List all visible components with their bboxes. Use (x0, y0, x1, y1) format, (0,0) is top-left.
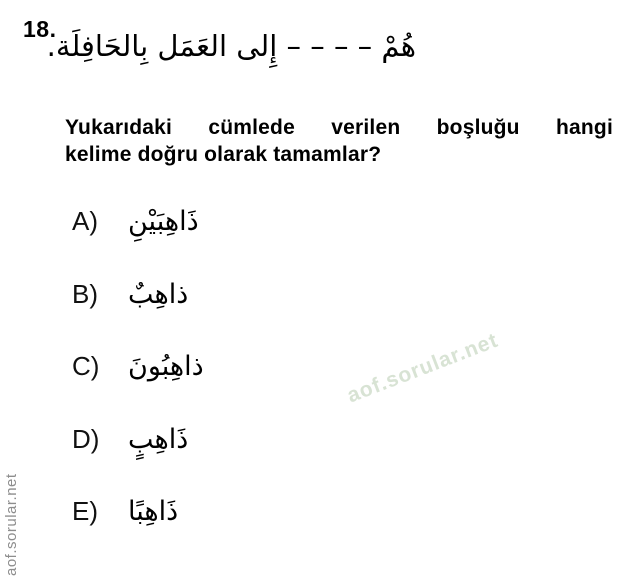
option-d (72, 418, 188, 462)
option-c (72, 345, 204, 389)
option-a-arabic-word: ذَاهِبَيْنِ (128, 206, 199, 237)
arabic-sentence: هُمْ – – – – إِلى العَمَل بِالحَافِلَة. (46, 29, 416, 63)
question-prompt (65, 114, 613, 168)
watermark-diagonal: aof.sorular.net (344, 328, 502, 408)
option-e-arabic-word: ذَاهِبًا (128, 496, 179, 527)
option-a-letter: A) (72, 206, 98, 236)
question-prompt-line1: Yukarıdaki cümlede verilen boşluğu hangi (65, 116, 613, 139)
watermark-vertical: aof.sorular.net (3, 473, 20, 576)
option-e-letter: E) (72, 496, 98, 526)
option-c-arabic-word: ذاهِبُونَ (128, 351, 204, 382)
question-number: 18. (23, 16, 57, 42)
option-b-letter: B) (72, 279, 98, 309)
option-a (72, 200, 199, 244)
option-d-letter: D) (72, 424, 100, 454)
option-d-arabic-word: ذَاهِبٍ (128, 424, 189, 455)
option-e (72, 490, 178, 534)
option-c-letter: C) (72, 351, 100, 381)
option-b-arabic-word: ذاهِبٌ (128, 279, 189, 310)
option-b (72, 273, 188, 317)
question-prompt-line2: kelime doğru olarak tamamlar? (65, 143, 382, 166)
